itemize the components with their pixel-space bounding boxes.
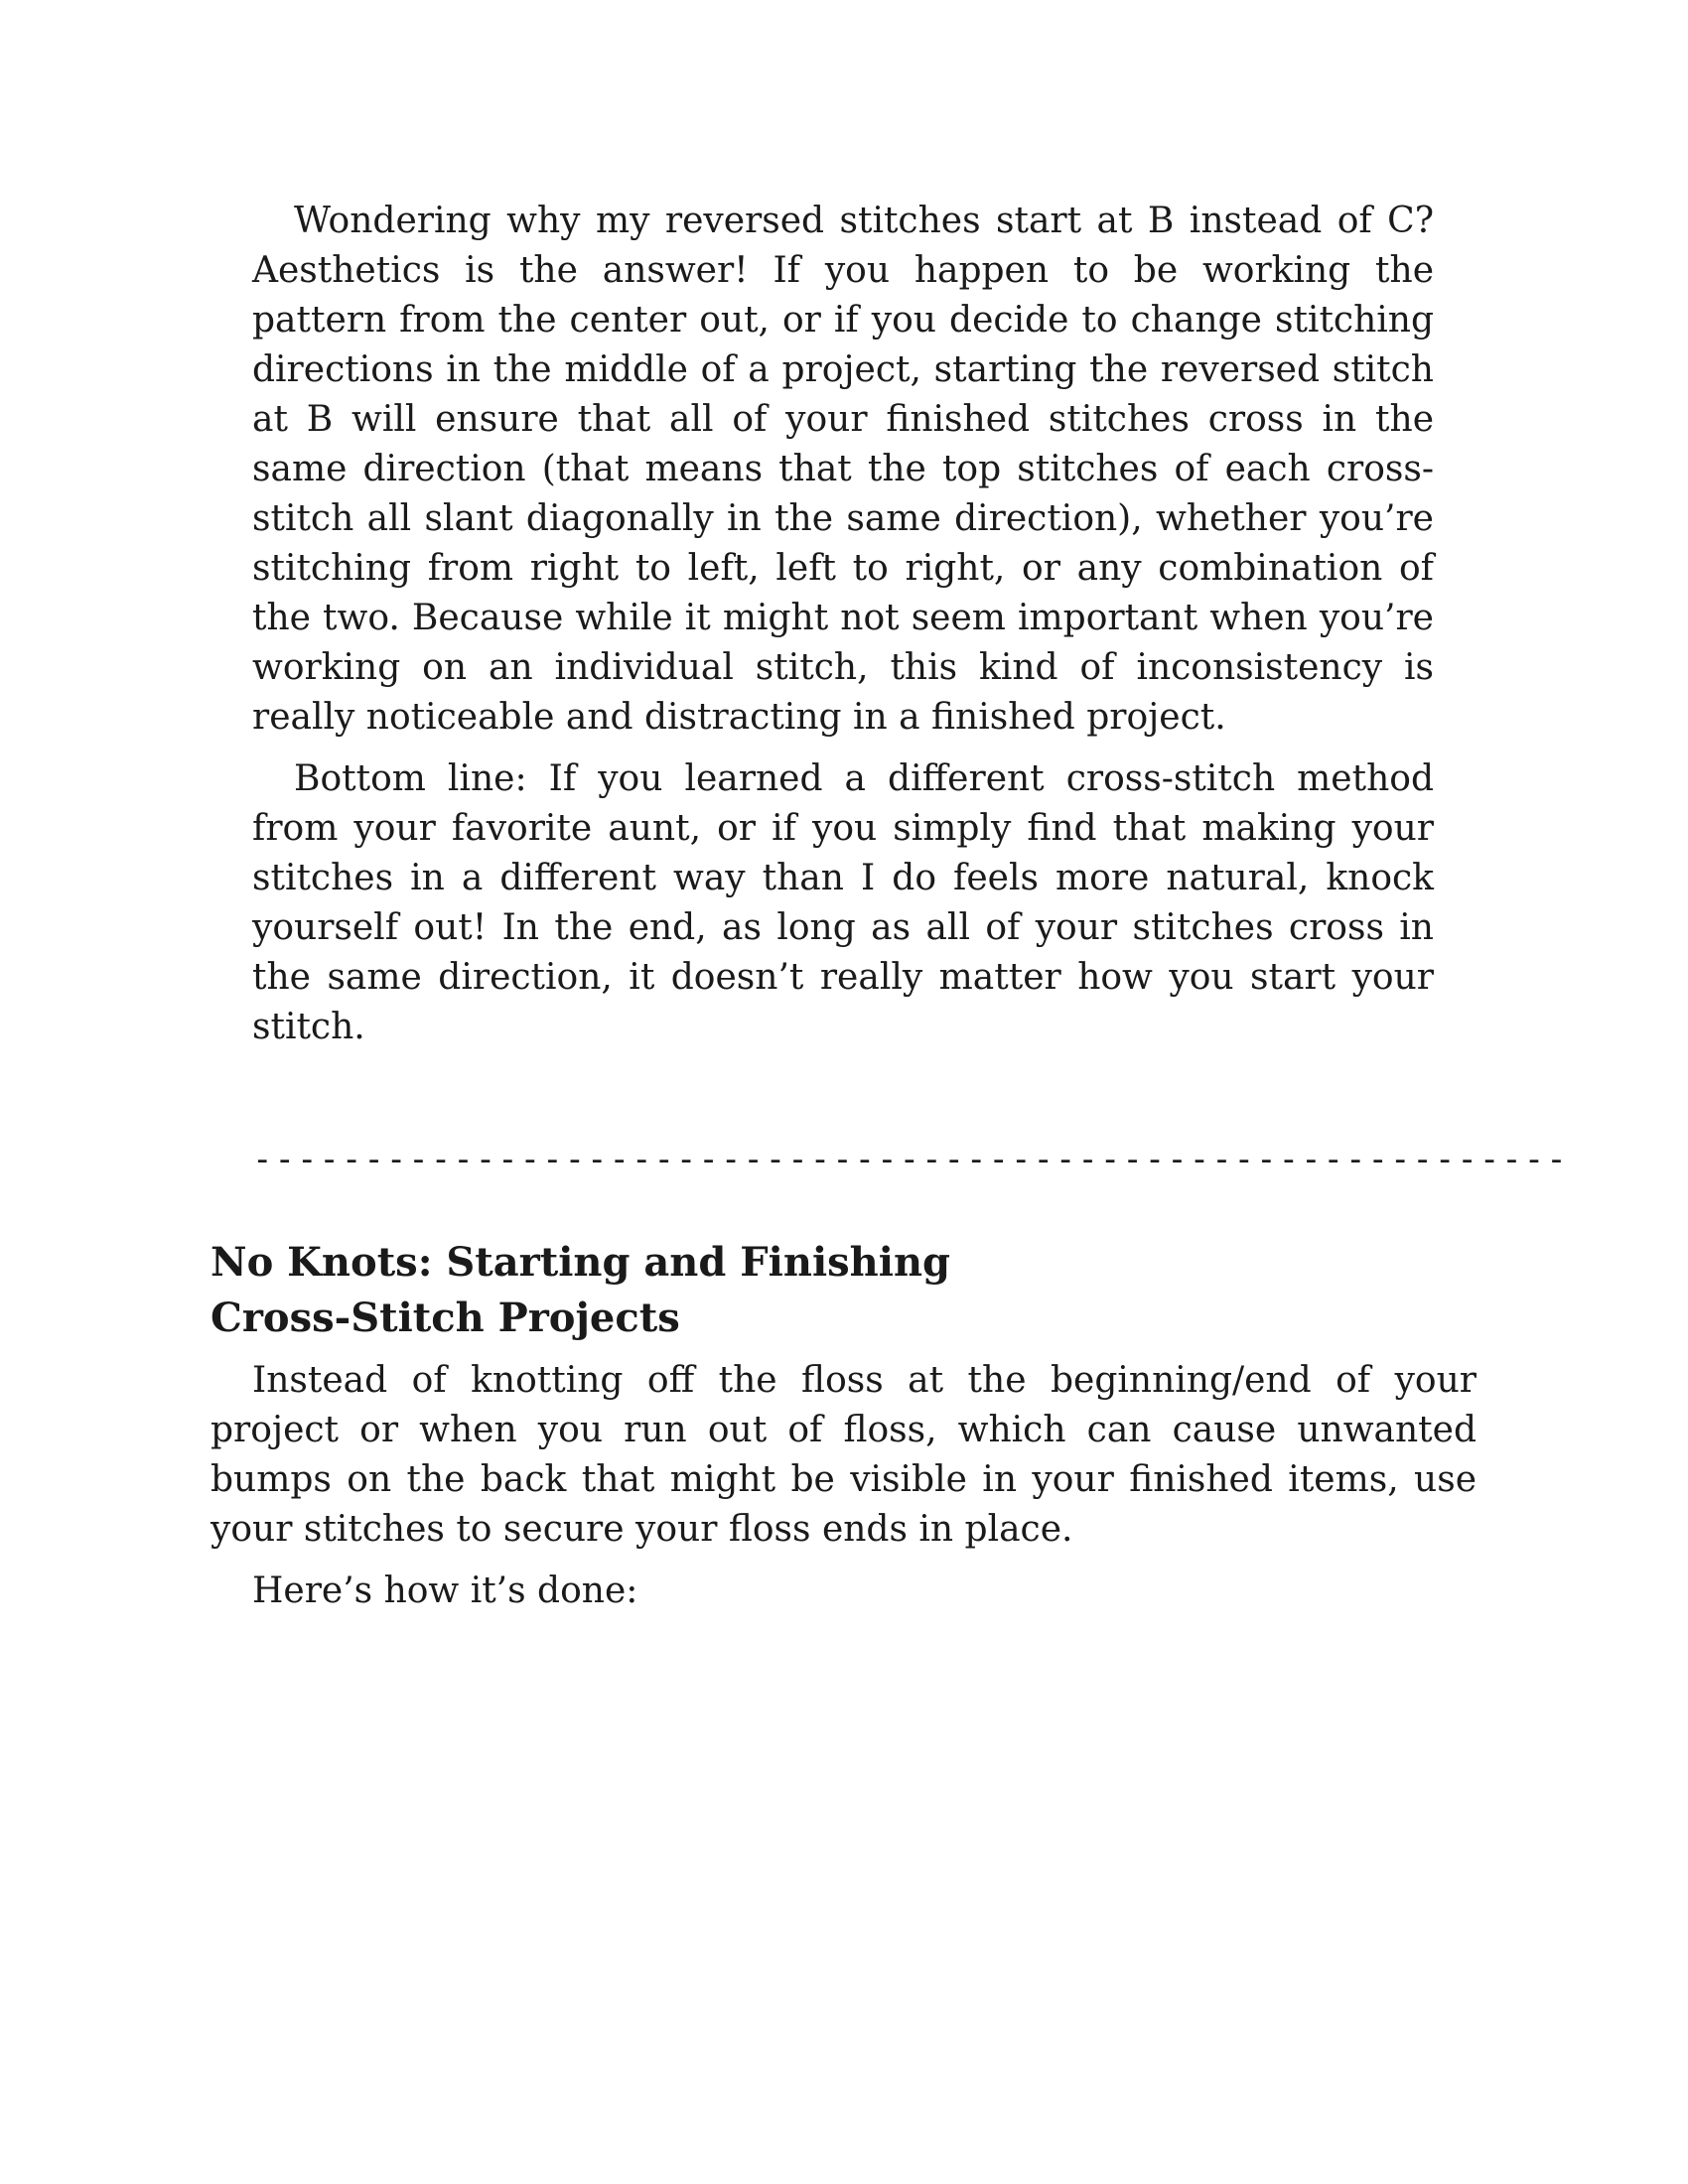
section-paragraph-intro: Instead of knotting off the floss at the beginning/end of your project or when you run out of floss, which can cause unwanted bumps on the back that might be visible in your finished items, use your stitches to secure your floss ends in place. [211, 1360, 1477, 1550]
section-heading-line-1: No Knots: Starting and Finishing [211, 1239, 950, 1286]
note-paragraph-bottom-line: Bottom line: If you learned a different cross-stitch method from your favorite aunt, or if you simply find that making your stitches in a different way than I do feels more natural, knock yourself out! In the end, as long as all of your stitches cross in the same direction, it doesn’t really matter how you start your stitch. [252, 758, 1434, 1047]
section-no-knots [211, 1235, 1477, 1628]
boxed-note [252, 197, 1434, 1064]
section-paragraph-how-to: Here’s how it’s done: [252, 1570, 638, 1611]
section-heading [211, 1235, 1477, 1346]
note-paragraph-aesthetics: Wondering why my reversed stitches start at B instead of C? Aesthetics is the answer! If you happen to be working the pattern from the center out, or if you decide to change stitching directions in the middle of a project, starting the reversed stitch at B will ensure that all of your finished stitches cross in the same direction (that means that the top stitches of each cross-stitch all slant diagonally in the same direction), whether you’re stitching from right to left, left to right, or any combination of the two. Because while it might not seem important when you’re working on an individual stitch, this kind of inconsistency is really noticeable and distracting in a finished project. [252, 201, 1434, 738]
section-heading-line-2: Cross-Stitch Projects [211, 1295, 680, 1341]
section-divider: ----------------------------------------------------------- [252, 1140, 1569, 1179]
